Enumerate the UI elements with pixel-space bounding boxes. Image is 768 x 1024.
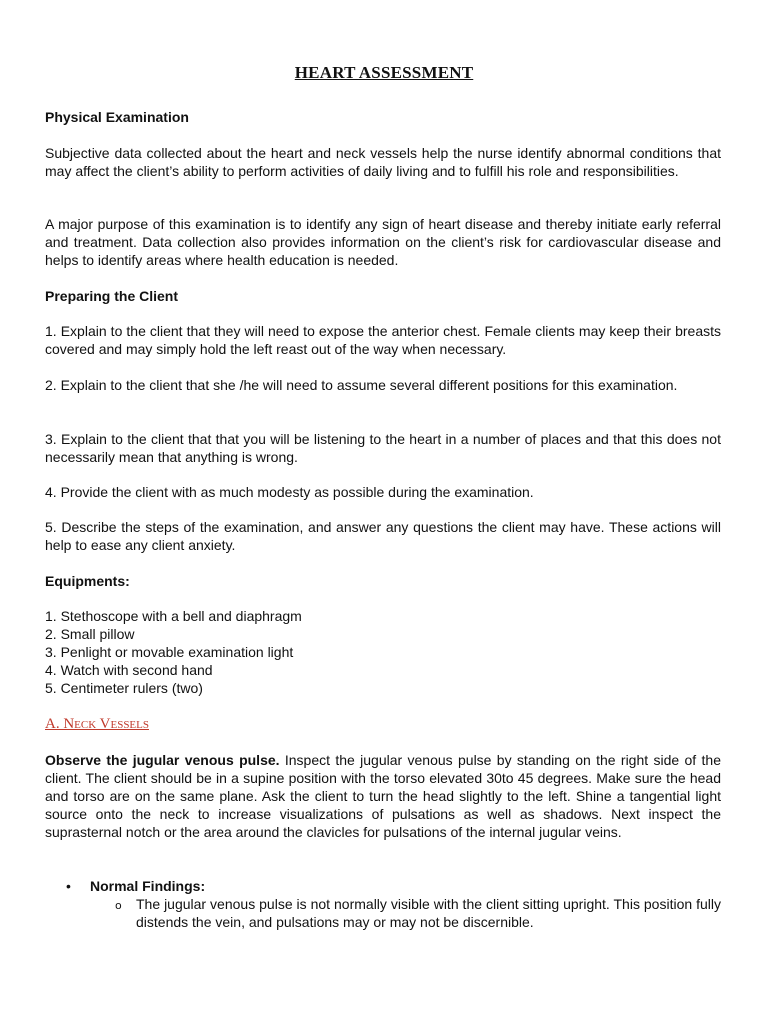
physical-exam-paragraph-2: A major purpose of this examination is to identify any sign of heart disease and thereby initiate early referral and treatment. Data collection also provides information on the client’s risk for cardiovascular disease and helps to identify areas where health education is needed. [45, 216, 721, 268]
equipment-list [45, 607, 721, 697]
physical-exam-paragraph-1: Subjective data collected about the heart and neck vessels help the nurse identify abnormal conditions that may affect the client’s ability to perform activities of daily living and to fulfill his role and responsibilities. [45, 145, 721, 179]
neck-vessels-heading: A. Neck Vessels [45, 716, 149, 732]
equipment-item: 2. Small pillow [45, 626, 135, 642]
equipment-item: 4. Watch with second hand [45, 662, 213, 678]
equipment-item: 5. Centimeter rulers (two) [45, 680, 203, 696]
normal-findings-text: The jugular venous pulse is not normally visible with the client sitting upright. This position fully distends the vein, and pulsations may or may not be discernible. [136, 896, 721, 930]
bullet-icon: • [66, 878, 71, 894]
preparing-item-5: 5. Describe the steps of the examination, and answer any questions the client may have. These actions will help to ease any client anxiety. [45, 519, 721, 553]
physical-exam-heading: Physical Examination [45, 109, 189, 125]
equipment-heading: Equipments: [45, 573, 130, 589]
document-title: HEART ASSESSMENT [294, 63, 474, 82]
neck-vessels-lead: Observe the jugular venous pulse. [45, 752, 280, 768]
neck-vessels-paragraph [45, 751, 721, 841]
normal-findings-label: Normal Findings: [90, 878, 206, 894]
sub-bullet-icon: o [115, 899, 122, 912]
preparing-item-2: 2. Explain to the client that she /he will need to assume several different positions for this examination. [45, 377, 678, 393]
preparing-heading: Preparing the Client [45, 288, 179, 304]
equipment-item: 1. Stethoscope with a bell and diaphragm [45, 608, 302, 624]
preparing-item-4: 4. Provide the client with as much modesty as possible during the examination. [45, 484, 534, 500]
equipment-item: 3. Penlight or movable examination light [45, 644, 294, 660]
preparing-item-1: 1. Explain to the client that they will need to expose the anterior chest. Female clients may keep their breasts covered and may simply hold the left reast out of the way when necessary. [45, 323, 721, 357]
preparing-item-3: 3. Explain to the client that that you will be listening to the heart in a number of places and that this does not necessarily mean that anything is wrong. [45, 431, 721, 465]
neck-vessels-body: Inspect the jugular venous pulse by standing on the right side of the client. The client should be in a supine position with the torso elevated 30to 45 degrees. Make sure the head and torso are on the same plane. Ask the client to turn the head slightly to the left. Shine a tangential light source onto the neck to increase visualizations of pulsations as well as shadows. Next inspect the suprasternal notch or the area around the clavicles for pulsations of the internal jugular veins. [45, 752, 721, 840]
